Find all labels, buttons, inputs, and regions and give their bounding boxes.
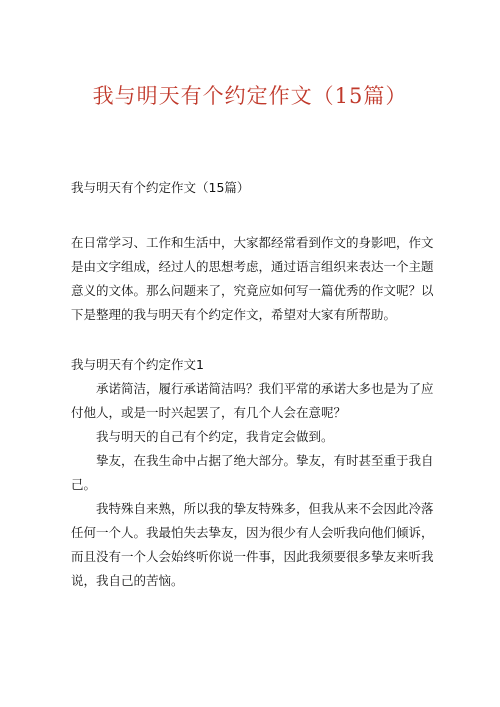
body-paragraph: 挚友，在我生命中占据了绝大部分。挚友，有时甚至重于我自己。 xyxy=(71,453,434,492)
document-title: 我与明天有个约定作文（15篇） xyxy=(92,84,408,108)
section-title: 我与明天有个约定作文1 xyxy=(71,357,204,372)
intro-paragraph: 在日常学习、工作和生活中，大家都经常看到作文的身影吧，作文是由文字组成，经过人的思想考虑，通过语言组织来表达一个主题意义的文体。那么问题来了，究竟应如何写一篇优秀的作文呢？以下是整理的我与明天有个约定作文，希望对大家有所帮助。 xyxy=(71,235,434,322)
body-paragraph: 我特殊自来熟，所以我的挚友特殊多，但我从来不会因此冷落任何一个人。我最怕失去挚友，因为很少有人会听我向他们倾诉，而且没有一个人会始终听你说一件事，因此我须要很多挚友来听我说，我自己的苦恼。 xyxy=(71,501,434,588)
body-paragraph: 我与明天的自己有个约定，我肯定会做到。 xyxy=(96,429,334,444)
document-body xyxy=(71,176,437,593)
body-paragraph: 承诺简洁，履行承诺简洁吗？我们平常的承诺大多也是为了应付他人，或是一时兴起罢了，有几个人会在意呢？ xyxy=(71,381,434,420)
document-subtitle: 我与明天有个约定作文（15篇） xyxy=(71,180,250,195)
